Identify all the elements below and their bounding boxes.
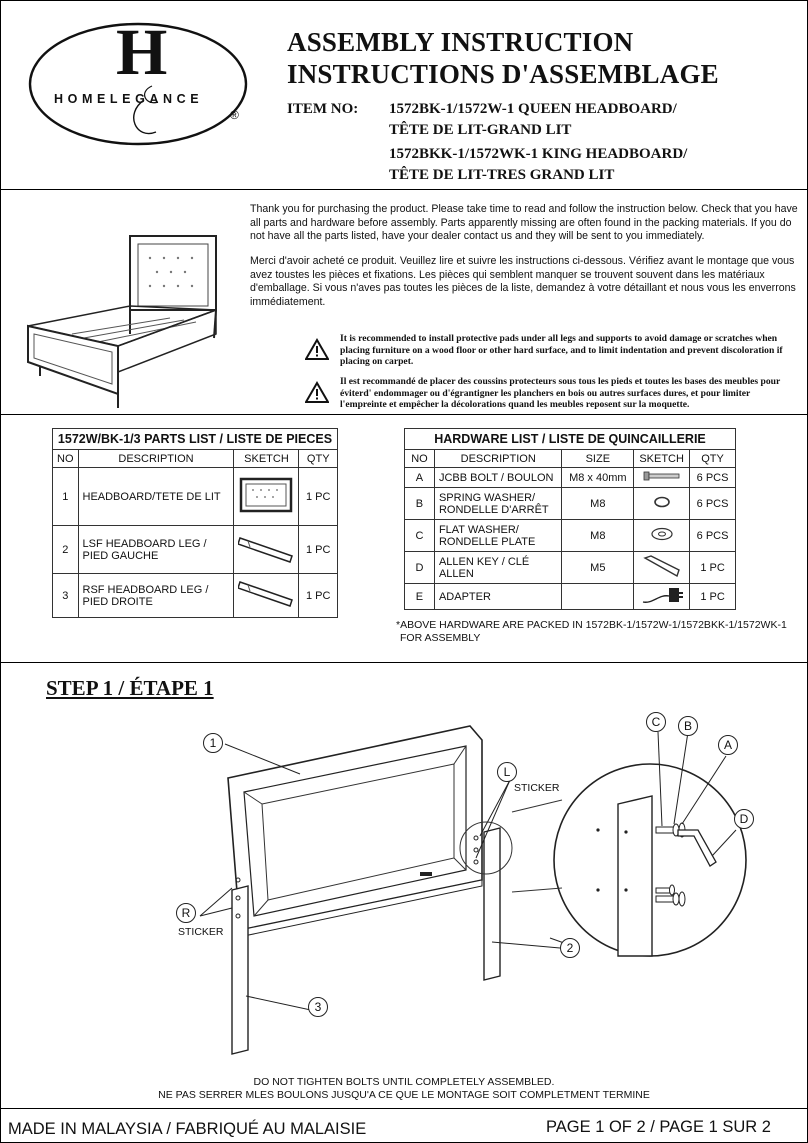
hw-size: M8 x 40mm bbox=[562, 468, 634, 488]
callout-l: L bbox=[497, 762, 517, 782]
callout-b: B bbox=[678, 716, 698, 736]
col-header: QTY bbox=[690, 450, 736, 468]
leg-sketch-icon bbox=[234, 574, 299, 618]
part-qty: 1 PC bbox=[299, 526, 338, 574]
part-qty: 1 PC bbox=[299, 468, 338, 526]
callout-r: R bbox=[176, 903, 196, 923]
hw-no: A bbox=[405, 468, 435, 488]
col-header: SKETCH bbox=[234, 450, 299, 468]
hardware-note-1: *ABOVE HARDWARE ARE PACKED IN 1572BK-1/1572W-1/1572BKK-1/1572WK-1 bbox=[396, 619, 787, 631]
part-desc: RSF HEADBOARD LEG / PIED DROITE bbox=[78, 574, 234, 618]
callout-a: A bbox=[718, 735, 738, 755]
callout-3: 3 bbox=[308, 997, 328, 1017]
callout-d: D bbox=[734, 809, 754, 829]
col-header: QTY bbox=[299, 450, 338, 468]
title-fr: INSTRUCTIONS D'ASSEMBLAGE bbox=[287, 59, 719, 89]
hw-size: M5 bbox=[562, 552, 634, 584]
warning-icon bbox=[305, 381, 329, 408]
headboard-sketch-icon bbox=[234, 468, 299, 526]
hw-desc: ADAPTER bbox=[434, 584, 562, 610]
tighten-note-en: DO NOT TIGHTEN BOLTS UNTIL COMPLETELY ASSEMBLED. bbox=[253, 1076, 555, 1088]
part-no: 2 bbox=[53, 526, 79, 574]
page-number: PAGE 1 OF 2 / PAGE 1 SUR 2 bbox=[546, 1118, 771, 1136]
hw-qty: 1 PC bbox=[690, 552, 736, 584]
table-row bbox=[405, 468, 736, 488]
col-header: SKETCH bbox=[634, 450, 690, 468]
step-title: STEP 1 / ÉTAPE 1 bbox=[46, 676, 214, 700]
col-header: SIZE bbox=[562, 450, 634, 468]
intro-fr: Merci d'avoir acheté ce produit. Veuillez lire et suivre les instructions ci-dessous. Vérifiez avant le montage que vous avez toustes les pièces et fixations. Les pièces qui semblent manquer se trouvent souvent dans les matériaux d'emballage. Si vous n'aves pas toutes les pièces de la liste, demandez à votre détaillant et nous vous les enverrons immédiatement. bbox=[250, 255, 796, 308]
table-row bbox=[405, 520, 736, 552]
made-in-label: MADE IN MALAYSIA / FABRIQUÉ AU MALAISIE bbox=[8, 1120, 367, 1138]
hardware-list-caption: HARDWARE LIST / LISTE DE QUINCAILLERIE bbox=[405, 429, 736, 450]
table-row bbox=[53, 526, 338, 574]
hardware-note-2: FOR ASSEMBLY bbox=[400, 632, 481, 644]
warning-fr: Il est recommandé de placer des coussins protecteurs sous tous les pieds et toutes les bases des meubles pour éviterd' endommager ou d'égrantigner les planchers en bois ou autres surfaces dures, et pour limiter l'empreinte et empêcher la décolorations quand les meubles reposent sur la moquette. bbox=[340, 376, 781, 410]
hw-no: C bbox=[405, 520, 435, 552]
part-no: 3 bbox=[53, 574, 79, 618]
hw-qty: 6 PCS bbox=[690, 488, 736, 520]
parts-list-table bbox=[52, 428, 338, 618]
parts-list-caption: 1572W/BK-1/3 PARTS LIST / LISTE DE PIECES bbox=[53, 429, 338, 450]
hw-no: D bbox=[405, 552, 435, 584]
hw-no: E bbox=[405, 584, 435, 610]
bolt-icon bbox=[634, 468, 690, 488]
allen-key-icon bbox=[634, 552, 690, 584]
hw-size: M8 bbox=[562, 520, 634, 552]
tighten-note-fr: NE PAS SERRER MLES BOULONS JUSQU'A CE QUE LE MONTAGE SOIT COMPLETMENT TERMINE bbox=[158, 1089, 650, 1101]
item-line-3: 1572BKK-1/1572WK-1 KING HEADBOARD/ bbox=[389, 146, 688, 162]
divider-footer bbox=[0, 1108, 808, 1109]
adapter-icon bbox=[634, 584, 690, 610]
item-line-2: TÊTE DE LIT-GRAND LIT bbox=[389, 122, 572, 138]
col-header: DESCRIPTION bbox=[434, 450, 562, 468]
brand-logo bbox=[28, 16, 252, 148]
hw-size bbox=[562, 584, 634, 610]
divider-header bbox=[0, 189, 808, 190]
warning-icon bbox=[305, 338, 329, 365]
hw-no: B bbox=[405, 488, 435, 520]
leg-sketch-icon bbox=[234, 526, 299, 574]
table-row bbox=[53, 574, 338, 618]
sticker-label-left: STICKER bbox=[178, 926, 224, 938]
sticker-label-right: STICKER bbox=[514, 782, 560, 794]
part-no: 1 bbox=[53, 468, 79, 526]
table-row bbox=[405, 488, 736, 520]
col-header: NO bbox=[53, 450, 79, 468]
divider-intro bbox=[0, 414, 808, 415]
hw-qty: 6 PCS bbox=[690, 468, 736, 488]
flat-washer-icon bbox=[634, 520, 690, 552]
hw-qty: 6 PCS bbox=[690, 520, 736, 552]
item-label: ITEM NO: bbox=[287, 101, 359, 117]
logo-wordmark: HOMELEGANCE bbox=[54, 92, 204, 106]
hw-desc: ALLEN KEY / CLÉ ALLEN bbox=[434, 552, 562, 584]
step-illustration bbox=[170, 720, 800, 1060]
table-row bbox=[405, 584, 736, 610]
spring-washer-icon bbox=[634, 488, 690, 520]
part-desc: LSF HEADBOARD LEG / PIED GAUCHE bbox=[78, 526, 234, 574]
intro-en: Thank you for purchasing the product. Please take time to read and follow the instruction below. Check that you have all parts and hardware before assembly. Parts apparently missing are often found in the packing materials. If you do not have all the parts listed, have your dealer contact us and they will be sent to you immediately. bbox=[250, 203, 798, 243]
part-qty: 1 PC bbox=[299, 574, 338, 618]
item-line-1: 1572BK-1/1572W-1 QUEEN HEADBOARD/ bbox=[389, 101, 677, 117]
col-header: DESCRIPTION bbox=[78, 450, 234, 468]
divider-parts bbox=[0, 662, 808, 663]
item-line-4: TÊTE DE LIT-TRES GRAND LIT bbox=[389, 167, 615, 183]
hw-size: M8 bbox=[562, 488, 634, 520]
part-desc: HEADBOARD/TETE DE LIT bbox=[78, 468, 234, 526]
col-header: NO bbox=[405, 450, 435, 468]
table-row bbox=[53, 468, 338, 526]
table-row bbox=[405, 552, 736, 584]
hw-desc: SPRING WASHER/ RONDELLE D'ARRÊT bbox=[434, 488, 562, 520]
bed-illustration bbox=[20, 226, 242, 412]
hw-qty: 1 PC bbox=[690, 584, 736, 610]
registered-mark: ® bbox=[230, 108, 239, 122]
title-en: ASSEMBLY INSTRUCTION bbox=[287, 27, 634, 57]
hardware-list-table bbox=[404, 428, 736, 610]
hw-desc: FLAT WASHER/ RONDELLE PLATE bbox=[434, 520, 562, 552]
warning-en: It is recommended to install protective pads under all legs and supports to avoid damage or scratches when placing furniture on a wood floor or other hard surface, and to limit indentation and prevent discoloration if placing on carpet. bbox=[340, 333, 783, 367]
callout-1: 1 bbox=[203, 733, 223, 753]
hw-desc: JCBB BOLT / BOULON bbox=[434, 468, 562, 488]
logo-letter: H bbox=[116, 16, 168, 89]
callout-c: C bbox=[646, 712, 666, 732]
callout-2: 2 bbox=[560, 938, 580, 958]
